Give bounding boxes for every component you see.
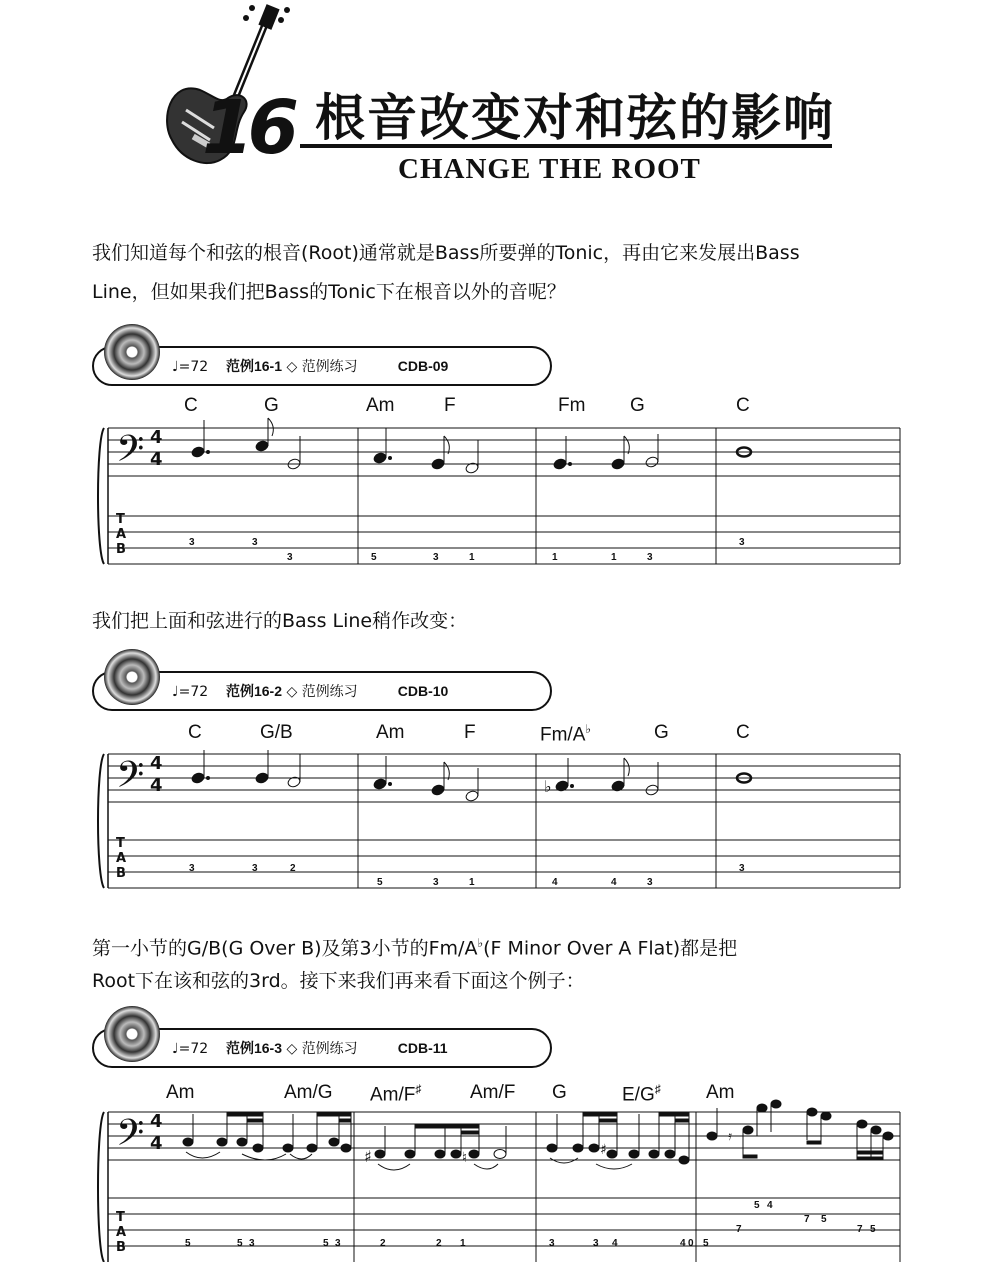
chord: Am [166, 1082, 195, 1103]
tab-number: 4 [767, 1200, 773, 1211]
tab-a: A [116, 1225, 127, 1240]
tab-number: 4 [611, 877, 617, 888]
tab-label [116, 1210, 126, 1255]
time-top: 4 [150, 753, 163, 774]
tab-number: 7 [857, 1224, 863, 1235]
notes-example-1 [191, 418, 751, 474]
practice-label: 范例练习 [301, 359, 358, 375]
tab-t: T [116, 1210, 125, 1225]
tab-number: 2 [380, 1238, 386, 1249]
chord: Am/G [284, 1082, 333, 1103]
tab-number: 3 [189, 863, 195, 874]
chord-text: Am/F [370, 1084, 416, 1106]
tempo: ♩=72 [172, 1041, 209, 1057]
diamond-icon: ◇ [286, 684, 298, 700]
chapter-title: 根音改变对和弦的影响 [315, 89, 835, 147]
staff-example-1 [98, 428, 900, 564]
chord: Am/F [470, 1082, 516, 1103]
tab-b: B [116, 1240, 126, 1255]
tab-number: 0 [688, 1238, 694, 1249]
tab-number: 5 [821, 1214, 827, 1225]
tab-number: 5 [754, 1200, 760, 1211]
chord: Fm [558, 395, 586, 416]
intro-line-1: 我们知道每个和弦的根音(Root)通常就是Bass所要弹的Tonic，再由它来发展出Bass [92, 242, 800, 264]
svg-text:♯: ♯ [364, 1147, 372, 1166]
chord [370, 1082, 421, 1106]
svg-text:♭: ♭ [544, 777, 552, 796]
cd-track: CDB-11 [397, 1040, 448, 1056]
tab-number: 3 [739, 863, 745, 874]
svg-text:♮: ♮ [462, 1150, 468, 1166]
tab-number: 1 [469, 877, 475, 888]
chord: G [654, 722, 669, 743]
tab-number: 3 [249, 1238, 255, 1249]
tab-number: 1 [469, 552, 475, 563]
cd-icon [104, 324, 160, 380]
tab-number: 2 [436, 1238, 442, 1249]
svg-text:𝄢: 𝄢 [116, 754, 145, 805]
explain-part-b: (F Minor Over A Flat)都是把 [483, 937, 738, 960]
chord: G [630, 395, 645, 416]
banner-3-text [172, 1038, 448, 1058]
chord: Am [706, 1082, 735, 1103]
example-label: 范例16-3 [225, 1040, 282, 1056]
time-top: 4 [150, 427, 163, 448]
tab-number: 3 [335, 1238, 341, 1249]
explain-part-a: 第一小节的G/B(G Over B)及第3小节的Fm/A [92, 937, 478, 960]
tempo: ♩=72 [172, 684, 209, 700]
tab-number: 5 [703, 1238, 709, 1249]
chord: Am [376, 722, 405, 743]
svg-text:𝄿: 𝄿 [728, 1129, 732, 1144]
tab-number: 1 [611, 552, 617, 563]
time-signature [150, 1111, 163, 1155]
time-signature [150, 753, 163, 797]
chapter-number: 16 [202, 85, 293, 171]
tab-number: 5 [237, 1238, 243, 1249]
tab-number: 7 [736, 1224, 742, 1235]
tab-b: B [116, 866, 126, 881]
time-bottom: 4 [150, 1133, 163, 1154]
practice-label: 范例练习 [301, 1041, 358, 1057]
svg-text:♯: ♯ [600, 1142, 607, 1158]
banner-2-text [172, 681, 448, 701]
staff-example-3 [98, 1112, 900, 1262]
flat-symbol: ♭ [477, 936, 484, 950]
tab-number: 5 [377, 877, 383, 888]
between-text: 我们把上面和弦进行的Bass Line稍作改变： [92, 610, 468, 632]
notes-example-2 [191, 750, 751, 802]
tab-number: 4 [612, 1238, 618, 1249]
cd-icon [104, 649, 160, 705]
svg-text:𝄢: 𝄢 [116, 428, 145, 479]
chord: C [736, 395, 750, 416]
tab-number: 3 [189, 537, 195, 548]
tab-number: 3 [647, 877, 653, 888]
tab-a: A [116, 527, 127, 542]
tab-t: T [116, 836, 125, 851]
flat-symbol: ♭ [585, 722, 592, 736]
time-bottom: 4 [150, 775, 163, 796]
svg-text:𝄢: 𝄢 [116, 1112, 145, 1163]
tab-number: 5 [870, 1224, 876, 1235]
tab-label [116, 512, 126, 557]
staff-example-2 [98, 754, 900, 888]
chord-text: E/G [622, 1084, 655, 1106]
chord: C [736, 722, 750, 743]
tab-number: 2 [290, 863, 296, 874]
chord [622, 1082, 661, 1106]
chord-text: Fm/A [540, 724, 586, 746]
tempo: ♩=72 [172, 359, 209, 375]
tab-number: 1 [460, 1238, 466, 1249]
cd-track: CDB-09 [397, 358, 449, 374]
diamond-icon: ◇ [286, 359, 298, 375]
example-label: 范例16-1 [225, 358, 282, 374]
tab-number: 5 [371, 552, 377, 563]
diamond-icon: ◇ [286, 1041, 298, 1057]
tab-number: 5 [323, 1238, 329, 1249]
intro-line-2: Line，但如果我们把Bass的Tonic下在根音以外的音呢？ [92, 281, 566, 303]
tab-number: 4 [552, 877, 558, 888]
chord: F [444, 395, 456, 416]
tab-number: 3 [433, 877, 439, 888]
tab-number: 3 [252, 537, 258, 548]
sharp-symbol: ♯ [654, 1082, 661, 1096]
time-signature [150, 427, 163, 471]
tab-number: 3 [433, 552, 439, 563]
time-bottom: 4 [150, 449, 163, 470]
time-top: 4 [150, 1111, 163, 1132]
tab-number: 3 [252, 863, 258, 874]
tab-b: B [116, 542, 126, 557]
practice-label: 范例练习 [301, 684, 358, 700]
chord [540, 722, 591, 746]
tab-t: T [116, 512, 125, 527]
chord: C [188, 722, 202, 743]
tab-a: A [116, 851, 127, 866]
example-label: 范例16-2 [225, 683, 282, 699]
tab-number: 3 [647, 552, 653, 563]
tab-number: 3 [739, 537, 745, 548]
sharp-symbol: ♯ [415, 1082, 422, 1096]
chord: G/B [260, 722, 293, 743]
tab-number: 5 [185, 1238, 191, 1249]
tab-label [116, 836, 126, 881]
explain-line-1 [92, 926, 737, 966]
chord: G [552, 1082, 567, 1103]
banner-1-text [172, 356, 448, 376]
chord: C [184, 395, 198, 416]
explain-line-2: Root下在该和弦的3rd。接下来我们再来看下面这个例子： [92, 970, 585, 992]
tab-number: 1 [552, 552, 558, 563]
chapter-subtitle: CHANGE THE ROOT [398, 153, 701, 185]
tab-number: 4 [680, 1238, 686, 1249]
chord: G [264, 395, 279, 416]
chord: Am [366, 395, 395, 416]
tab-number: 3 [593, 1238, 599, 1249]
tab-number: 3 [287, 552, 293, 563]
cd-track: CDB-10 [397, 683, 449, 699]
chord: F [464, 722, 476, 743]
tab-number: 3 [549, 1238, 555, 1249]
tab-number: 7 [804, 1214, 810, 1225]
cd-icon [104, 1006, 160, 1062]
